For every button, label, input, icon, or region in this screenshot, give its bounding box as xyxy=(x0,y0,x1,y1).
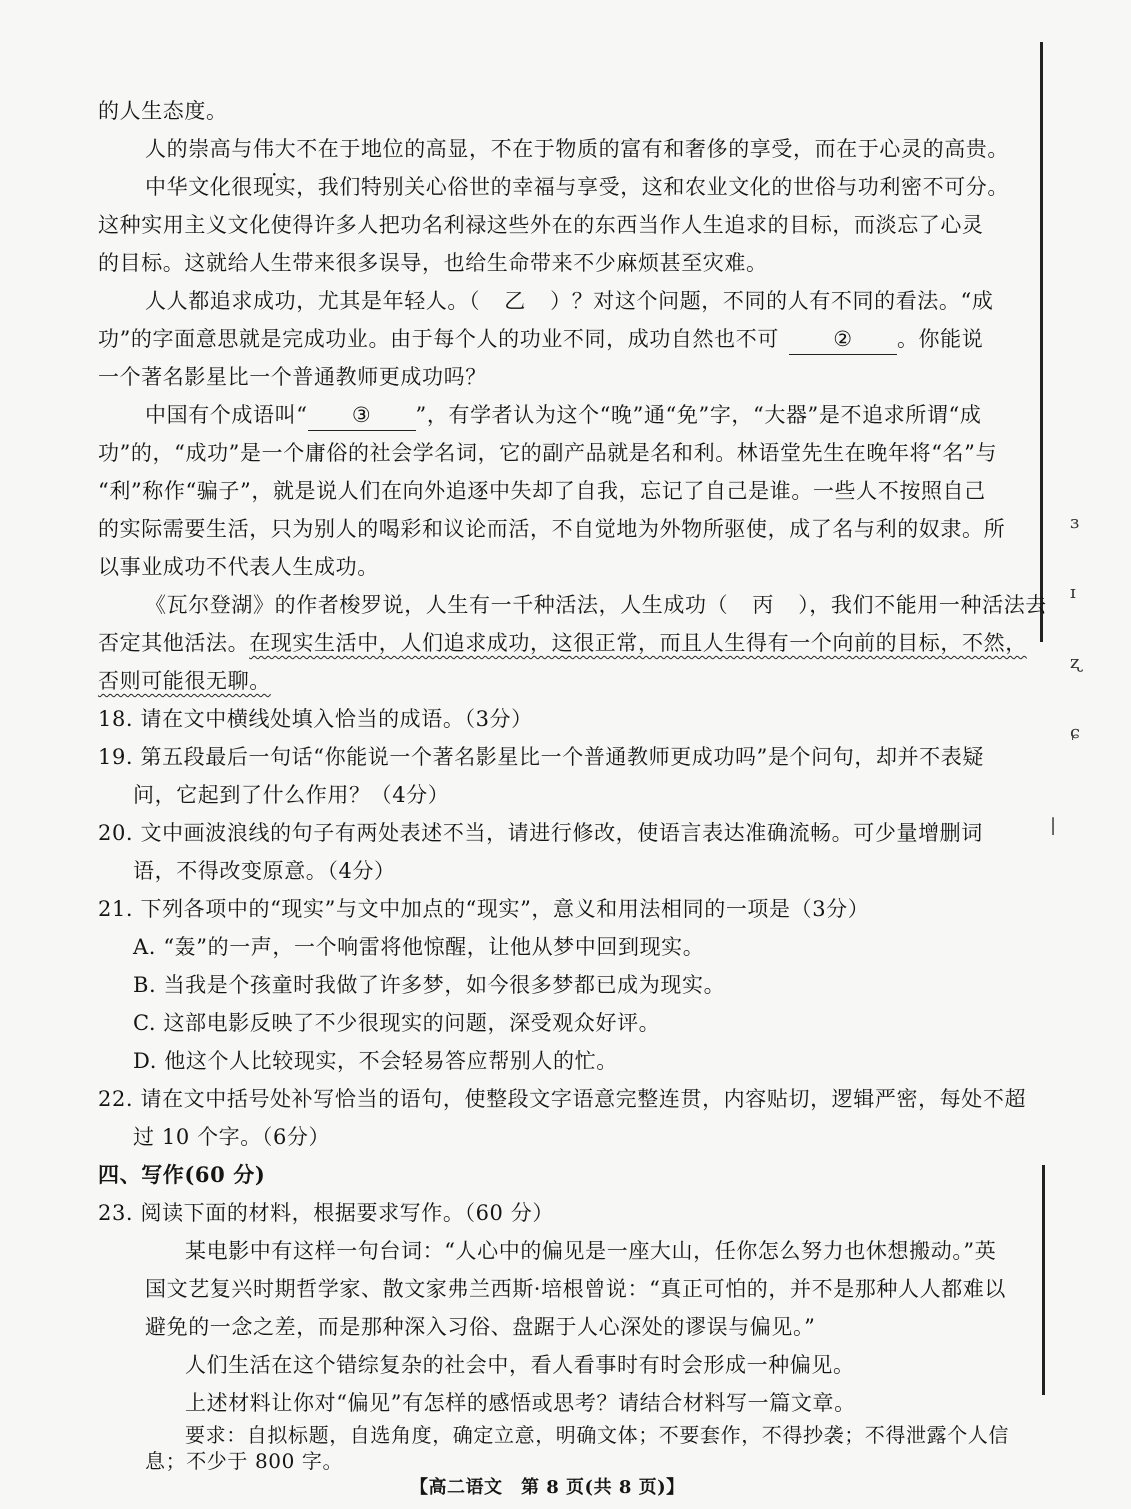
passage-line: 的人生态度。 xyxy=(98,99,228,123)
question-20-cont: 语，不得改变原意。（4分） xyxy=(133,859,396,883)
passage-line xyxy=(145,286,993,316)
question-19-cont: 问，它起到了什么作用？（4分） xyxy=(133,783,450,807)
page-footer: 【高二语文 第 8 页(共 8 页)】 xyxy=(410,1477,685,1498)
option-d[interactable]: D. 他这个人比较现实，不会轻易答应帮别人的忙。 xyxy=(133,1049,618,1073)
text-span: 《瓦尔登湖》的作者梭罗说，人生有一千种活法，人生成功（ xyxy=(145,593,729,617)
text-span: ），我们不能用一种活法去 xyxy=(798,593,1047,617)
option-c[interactable]: C. 这部电影反映了不少很现实的问题，深受观众好评。 xyxy=(133,1011,661,1035)
wavy-underlined-sentence: 否则可能很无聊。 xyxy=(98,669,271,693)
section-heading-writing: 四、写作(60 分) xyxy=(98,1162,266,1187)
passage-line xyxy=(98,666,271,696)
question-20: 20. 文中画波浪线的句子有两处表述不当，请进行修改，使语言表达准确流畅。可少量增删词 xyxy=(98,821,983,845)
material-line: 某电影中有这样一句台词：“人心中的偏见是一座大山，任你怎么努力也休想搬动。”英 xyxy=(185,1239,997,1263)
question-22: 22. 请在文中括号处补写恰当的语句，使整段文字语意完整连贯，内容贴切，逻辑严密，每处不超 xyxy=(98,1087,1027,1111)
passage-line xyxy=(98,324,983,355)
blank-yi[interactable]: 乙 xyxy=(504,289,526,313)
passage-line xyxy=(145,590,1047,620)
passage-line xyxy=(98,628,1027,658)
option-b[interactable]: B. 当我是个孩童时我做了许多梦，如今很多梦都已成为现实。 xyxy=(133,973,726,997)
passage-line xyxy=(145,400,981,431)
blank-2[interactable]: ② xyxy=(789,324,897,355)
edge-mark: ɕ xyxy=(1070,722,1081,743)
passage-line: 的实际需要生活，只为别人的喝彩和议论而活，不自觉地为外物所驱使，成了名与利的奴隶。所 xyxy=(98,517,1006,541)
edge-mark: ɜ xyxy=(1070,512,1080,533)
text-span: 否定其他活法。 xyxy=(98,631,250,655)
edge-mark: ʐ xyxy=(1070,652,1081,673)
question-23: 23. 阅读下面的材料，根据要求写作。（60 分） xyxy=(98,1201,554,1225)
material-line: 人们生活在这个错综复杂的社会中，看人看事时有时会形成一种偏见。 xyxy=(185,1353,855,1377)
text-span: ，我们特别关心俗世的幸福与享受，这和农业文化的世俗与功利密不可分。 xyxy=(296,175,1009,199)
requirements-line: 要求：自拟标题，自选角度，确定立意，明确文体；不要套作，不得抄袭；不得泄露个人信 xyxy=(185,1423,1009,1447)
passage-line: 的目标。这就给人生带来很多误导，也给生命带来不少麻烦甚至灾难。 xyxy=(98,251,768,275)
option-a[interactable]: A. “轰”的一声，一个响雷将他惊醒，让他从梦中回到现实。 xyxy=(133,935,705,959)
passage-line: 这种实用主义文化使得许多人把功名利禄这些外在的东西当作人生追求的目标，而淡忘了心灵 xyxy=(98,213,984,237)
edge-mark: | xyxy=(1050,815,1057,836)
text-span: 人人都追求成功，尤其是年轻人。（ xyxy=(145,289,481,313)
text-span: 中国有个成语叫“ xyxy=(145,403,308,427)
passage-line: 人的崇高与伟大不在于地位的高显，不在于物质的富有和奢侈的享受，而在于心灵的高贵。 xyxy=(145,137,1009,161)
passage-line: “利”称作“骗子”，就是说人们在向外追逐中失却了自我，忘记了自己是谁。一些人不按照自己 xyxy=(98,479,986,503)
material-line: 国文艺复兴时期哲学家、散文家弗兰西斯·培根曾说：“真正可怕的，并不是那种人人都难以 xyxy=(145,1277,1007,1301)
question-19: 19. 第五段最后一句话“你能说一个著名影星比一个普通教师更成功吗”是个问句，却并不表疑 xyxy=(98,745,984,769)
margin-rule-bottom xyxy=(1042,1165,1045,1395)
margin-rule-top xyxy=(1040,42,1043,642)
text-span: 。你能说 xyxy=(896,327,984,351)
text-span: ”，有学者认为这个“晚”通“免”字，“大器”是不追求所谓“成 xyxy=(415,403,982,427)
edge-mark: ɪ xyxy=(1070,582,1076,603)
blank-bing[interactable]: 丙 xyxy=(752,593,774,617)
question-21: 21. 下列各项中的“现实”与文中加点的“现实”，意义和用法相同的一项是（3分） xyxy=(98,897,870,921)
material-line: 避免的一念之差，而是那种深入习俗、盘踞于人心深处的谬误与偏见。” xyxy=(145,1315,816,1339)
question-22-cont: 过 10 个字。（6分） xyxy=(133,1125,331,1149)
text-span: ）？对这个问题，不同的人有不同的看法。“成 xyxy=(550,289,994,313)
wavy-underlined-sentence: 在现实生活中，人们追求成功，这很正常，而且人生得有一个向前的目标，不然， xyxy=(249,631,1027,655)
text-span: 功”的字面意思就是完成功业。由于每个人的功业不同，成功自然也不可 xyxy=(98,327,779,351)
passage-line: 功”的，“成功”是一个庸俗的社会学名词，它的副产品就是名和利。林语堂先生在晚年将“名”与 xyxy=(98,441,998,465)
passage-line: 以事业成功不代表人生成功。 xyxy=(98,555,379,579)
passage-line: 一个著名影星比一个普通教师更成功吗？ xyxy=(98,365,487,389)
text-span: 中华文化很 xyxy=(145,175,253,199)
blank-3[interactable]: ③ xyxy=(308,400,416,431)
requirements-line: 息；不少于 800 字。 xyxy=(145,1449,344,1473)
material-line: 上述材料让你对“偏见”有怎样的感悟或思考？请结合材料写一篇文章。 xyxy=(185,1391,856,1415)
question-18: 18. 请在文中横线处填入恰当的成语。（3分） xyxy=(98,707,533,731)
passage-line xyxy=(145,172,1009,202)
dotted-word-xianshi: 现实 xyxy=(253,175,297,199)
